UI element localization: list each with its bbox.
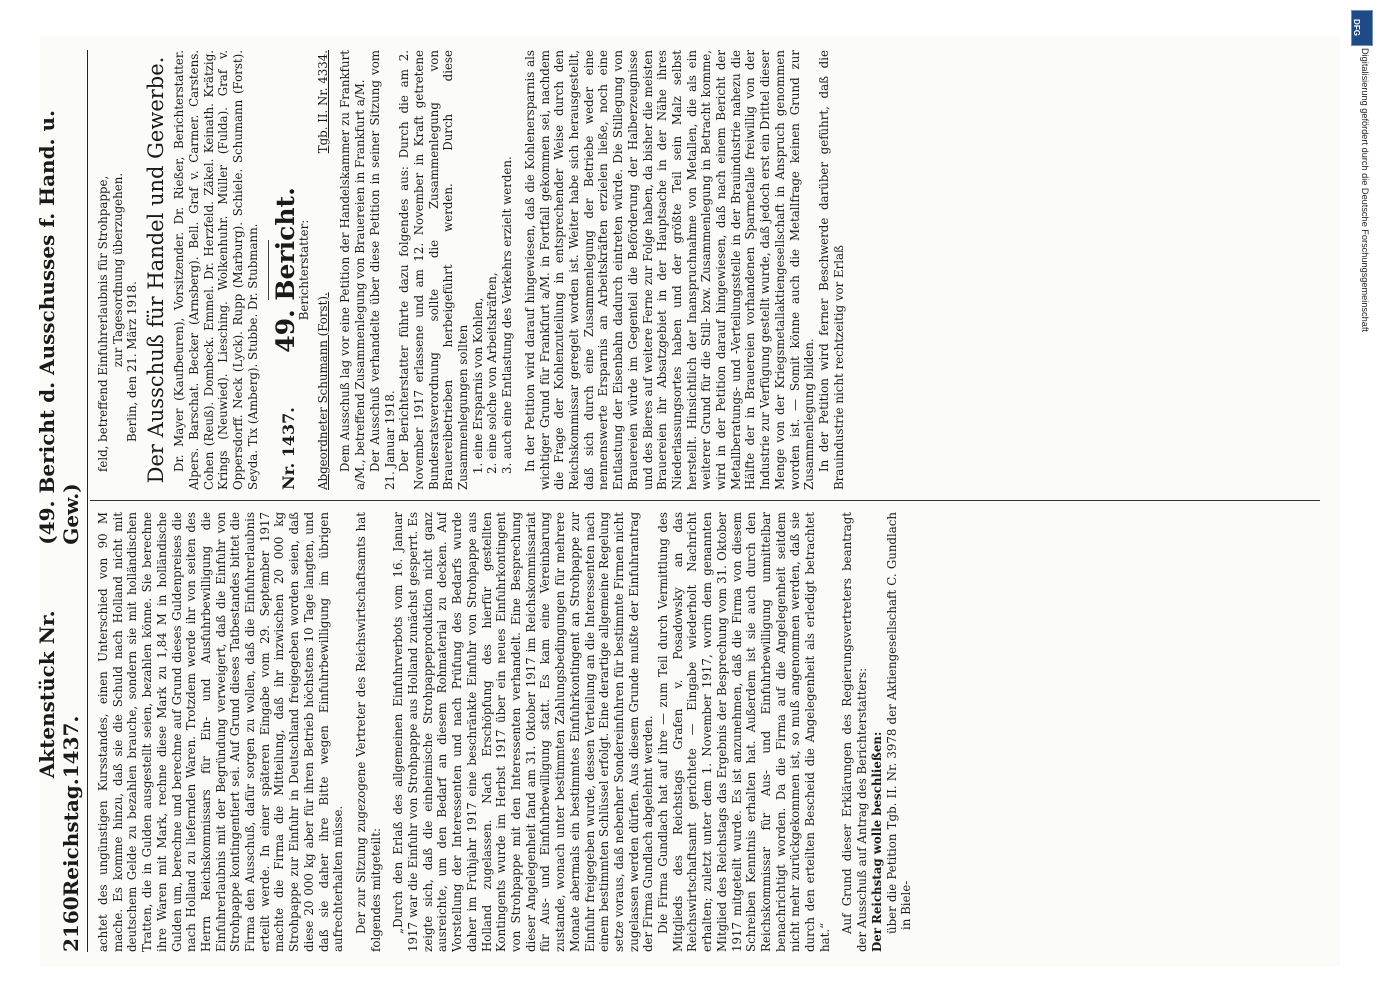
dfg-watermark-text: Digitalisierung gefördert durch die Deutsche Forschungsgemeinschaft [1360, 48, 1370, 332]
motion-text: über die Petition Tgb. II. Nr. 3978 der Aktiengesellschaft C. Gundlach in Biele- [884, 512, 914, 934]
committee-members: Dr. Mayer (Kaufbeuren), Vorsitzender. Dr. Rießer, Berichterstatter. Alpers. Barschat. Becker (Arnsberg). Bell. Graf v. Carmer. Carstens. Cohen (Reuß). Dombeck. Emmel. Dr. Herzfeld. Zäkel. Keinath. Krätzig. Krings (Neuwied). Liesching. Wolkenhuhr. Müller (Fulda). Graf v. Oppersdorff. Neck (Lyck). Rupp (Marburg). Schiele. Schumann (Forst). Seyda. Tix (Amberg). Stubbe. Dr. Stubmann. [172, 50, 260, 490]
committee-title: Der Ausschuß für Handel und Gewerbe. [144, 56, 169, 484]
left-paragraph-5: Auf Grund dieser Erklärungen des Regierungsvertreters beantragt der Ausschuß auf Antrag des Berichterstatters: [840, 512, 870, 952]
page-number: 2160 [59, 896, 83, 952]
report-number: Nr. 1437. [279, 407, 299, 490]
dfg-logo: DFG [1351, 10, 1373, 46]
right-paragraph-3: Der Berichterstatter führte dazu folgendes aus: Durch die am 2. November 1917 erlassene und am 12. November in Kraft getretene Bundesratsverordnung sollte die Zusammenlegung von Brauereibetrieben herbeigeführt werden. Durch diese Zusammenlegungen sollten [397, 50, 471, 490]
left-paragraph-3: „Durch den Erlaß des allgemeinen Einfuhrverbots vom 16. Januar 1917 war die Einfuhr von Strohpappe aus Holland zunächst gesperrt. Es zeigte sich, daß die einheimische Strohpappeproduktion nicht ganz ausreichte, um den Bedarf an diesem Rohmaterial zu decken. Auf Vorstellung der Interessenten und nach Prüfung des Bedarfs wurde daher im Frühjahr 1917 eine beschränkte Einfuhr von Strohpappe aus Holland zugelassen. Nach Erschöpfung des hierfür gestellten Kontingents wurde im Herbst 1917 über ein neues Einfuhrkontingent von Strohpappe mit den Interessenten verhandelt. Eine Besprechung dieser Angelegenheit fand am 31. Oktober 1917 im Reichskommissariat für Aus- und Einfuhrbewilligung statt. Es kam eine Vereinbarung zustande, wonach unter bestimmten Zahlungsbedingungen für mehrere Monate abermals ein bestimmtes Einfuhrkontingent an Strohpappe zur Einfuhr freigegeben wurde, dessen Verteilung an die Interessenten nach einem bestimmten Schlüssel erfolgt. Eine derartige allgemeine Regelung setze voraus, daß nebenher Sondereinfuhren für bestimmte Firmen nicht zugelassen werden dürfen. Aus diesem Grunde mußte der Einfuhrantrag der Firma Gundlach abgelehnt werden. [391, 512, 656, 952]
right-paragraph-1: Dem Ausschuß lag vor eine Petition der Handelskammer zu Frankfurt a/M., betreffend Zusammenlegung von Brauereien in Frankfurt a/M. [338, 50, 368, 490]
signoff-date: Berlin, den 21. März 1918. [125, 281, 140, 442]
header-right-title: (49. Bericht d. Ausschusses f. Hand. u. Gew.) [35, 110, 83, 545]
enumeration-item: 1. eine Ersparnis von Kohlen, [470, 297, 485, 474]
berichterstatter-line [316, 50, 331, 490]
report-heading [271, 50, 301, 490]
separator-line [268, 240, 269, 300]
header-center-title: Aktenstück Nr. 1437. [35, 610, 83, 779]
header-left-title: Reichstag. [59, 778, 83, 897]
left-paragraph-2: Der zur Sitzung zugezogene Vertreter des Reichswirtschaftsamts hat folgendes mitgeteilt: [353, 512, 383, 952]
enumeration-item: 2. eine solche von Arbeitskräften, [485, 272, 500, 474]
dfg-watermark [1351, 10, 1373, 980]
enumeration-list [471, 50, 515, 490]
page-header [35, 50, 88, 952]
left-column [96, 512, 1326, 952]
right-paragraph-5: In der Petition wird ferner Beschwerde darüber geführt, daß die Brauindustrie nicht rechtzeitig vor Erlaß [816, 50, 846, 490]
right-paragraph-4: In der Petition wird darauf hingewiesen, daß die Kohlenersparnis als wichtiger Grund für Frankfurt a/M. in Fortfall gekommen sei, nachdem die Frage der Kohlenzuteilung in entsprechender Weise durch den Reichskommissar geregelt worden ist. Weiter habe sich herausgestellt, daß sich durch eine Zusammenlegung der Betriebe weder eine nennenswerte Ersparnis an Arbeitskräften erzielen ließe, noch eine Entlastung der Eisenbahn dadurch eintreten würde. Die Stillegung von Brauereien würde im Gegenteil die Beförderung der Halberzeugnisse und des Bieres auf weitere Ferne zur Folge haben, da bisher die meisten Brauereien ihr Absatzgebiet in der Hauptsache in der Nähe ihres Niederlassungsortes haben und der größte Teil sein Malz selbst herstellt. Hinsichtlich der Inanspruchnahme von Metallen, die als ein weiterer Grund für die Still- bzw. Zusammenlegung in Betracht komme, wird in der Petition darauf hingewiesen, daß nach einem Bericht der Metallberatungs- und -Verteilungsstelle in der Brauindustrie nahezu die Hälfte der in Brauereien vorhandenen Sparmetalle freiwillig von der Industrie zur Verfügung gestellt wurde, daß jedoch erst ein Drittel dieser Menge von der Kriegsmetallaktiengesellschaft in Anspruch genommen worden ist. — Somit könne auch die Metallfrage keinen Grund zur Zusammenlegung bilden. [522, 50, 817, 490]
report-title: 49. Bericht. [271, 187, 301, 353]
berichterstatter-label: Berichterstatter: [297, 219, 312, 321]
right-column [96, 50, 1326, 490]
left-paragraph-4: Die Firma Gundlach hat auf ihre — zum Teil durch Vermittlung des Mitglieds des Reichstags Grafen v. Posadowsky an das Reichswirtschaftsamt gerichtete — Eingabe wiederholt Nachricht erhalten; zuletzt unter dem 1. November 1917, worin dem genannten Mitglied des Reichstags das Ergebnis der Besprechung vom 31. Oktober 1917 mitgeteilt wurde. Es ist anzunehmen, daß die Firma von diesem Schreiben Kenntnis erhalten hat. Außerdem ist sie auch durch den Reichskommissar für Aus- und Einfuhrbewilligung unmittelbar benachrichtigt worden. Da die Firma auf die Angelegenheit seitdem nicht mehr zurückgekommen ist, so muß angenommen werden, daß sie durch den erteilten Bescheid die Angelegenheit als erledigt betrachtet hat.“ [656, 512, 832, 952]
tagebuch-number: Tgb. II. Nr. 4334. [315, 50, 330, 154]
scanned-page [35, 36, 1340, 966]
right-continuation-2: zur Tagesordnung überzugehen. [110, 172, 125, 368]
berichterstatter-name: Abgeordneter Schumann (Forst). [315, 292, 330, 490]
enumeration-item: 3. auch eine Entlastung des Verkehrs erzielt werden. [500, 156, 515, 474]
column-divider [90, 500, 1320, 501]
right-paragraph-2: Der Ausschuß verhandelte über diese Petition in seiner Sitzung vom 21. Januar 1918. [367, 50, 397, 490]
right-continuation: feld, betreffend Einfuhrerlaubnis für Strohpappe, [96, 175, 110, 472]
motion-intro: Der Reichstag wolle beschließen: [869, 731, 884, 952]
rotated-page-content [35, 36, 1340, 966]
left-paragraph-1: achtet des ungünstigen Kursstandes, einen Unterschied von 90 M mache. Es komme hinzu, daß sie die Schuld nach Holland nicht mit deutschem Gelde zu bezahlen brauche, sondern sie mit holländischen Tratten, die in Gulden ausgestellt seien, bezahlen könne. Sie berechne ihre Waren mit Mark, rechne diese Mark zu 1,84 M in holländische Gulden um, berechne und berechne auf Grund dieses Guldenpreises die nach Holland zu liefernden Waren. Trotzdem werde ihr von seiten des Herrn Reichskommissars für Ein- und Ausfuhrbewilligung die Einfuhrerlaubnis mit der Begründung verweigert, daß die Einfuhr von Strohpappe kontingentiert sei. Auf Grund dieses Tatbestandes bittet die Firma den Ausschuß, dafür sorgen zu wollen, daß die Einfuhrerlaubnis erteilt werde. In einer späteren Eingabe vom 29. September 1917 machte die Firma die Mitteilung, daß ihr inzwischen 20 000 kg Strohpappe zur Einfuhr in Deutschland freigegeben worden seien, daß diese 20 000 kg aber für ihren Betrieb höchstens 10 Tage langten, und daß sie daher ihre Bitte wegen Einfuhrbewilligung im übrigen aufrechterhalten müsse. [96, 512, 346, 952]
